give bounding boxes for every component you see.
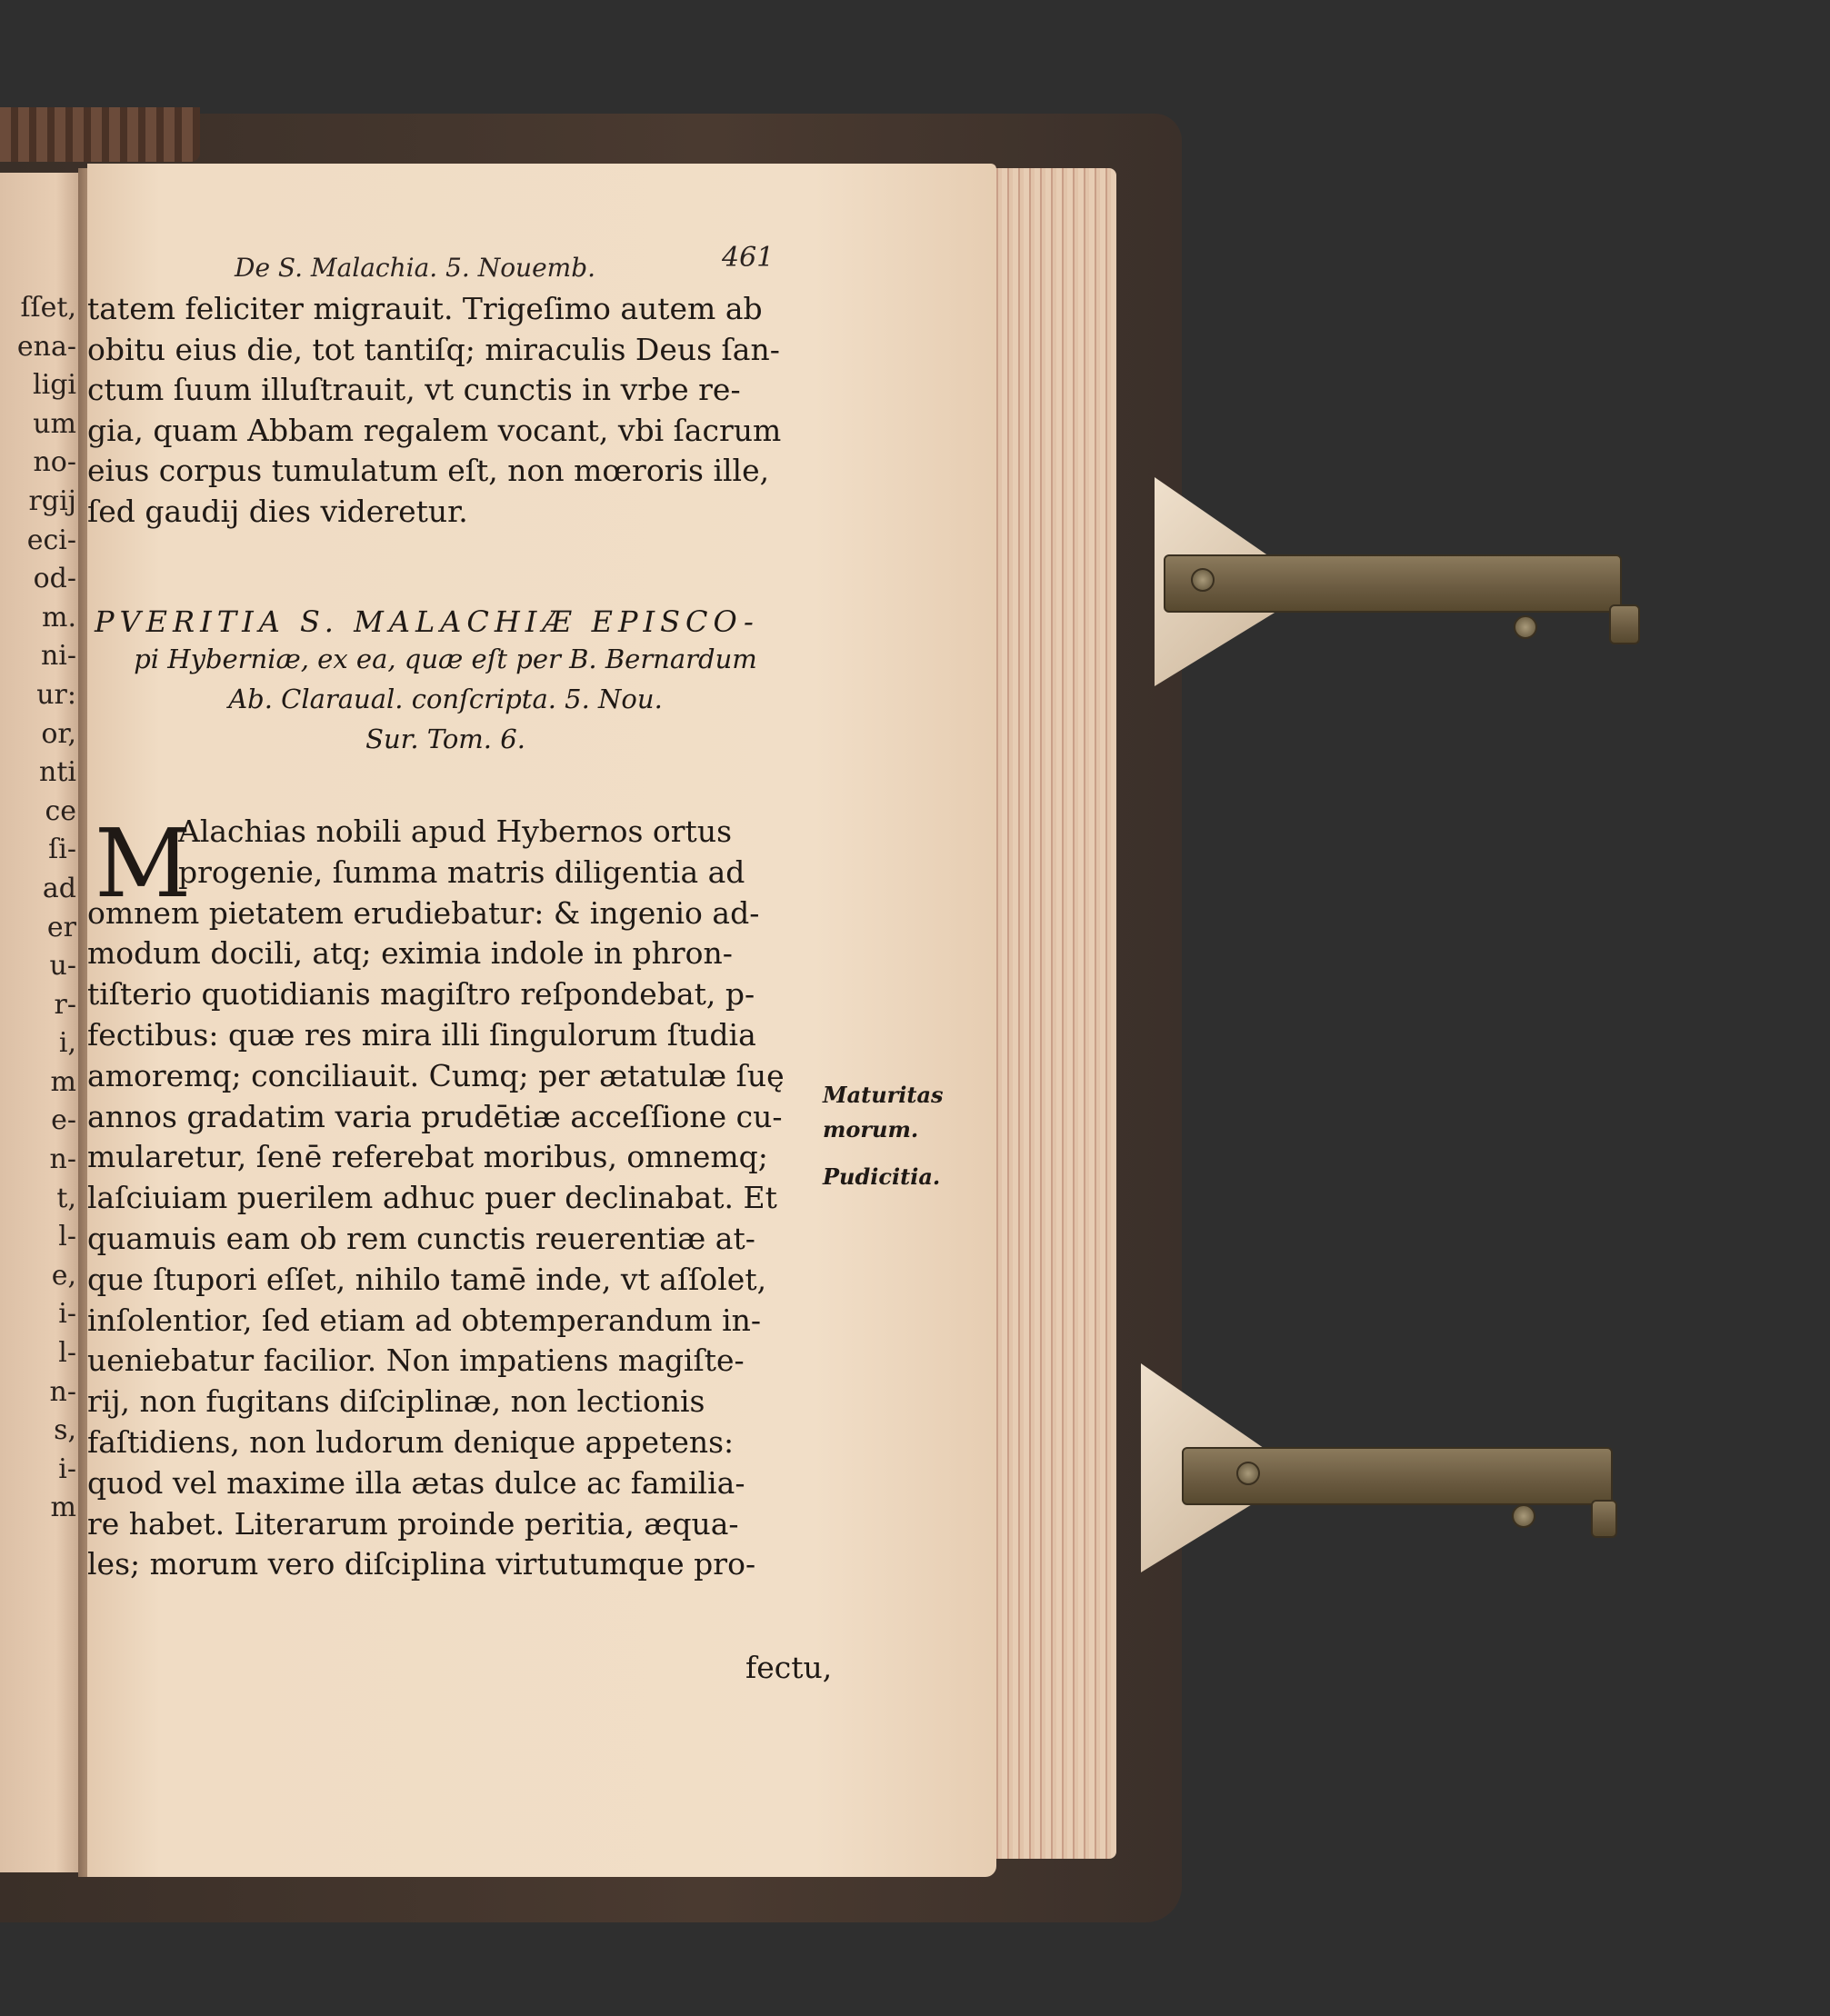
left-page-fragment: e- xyxy=(51,1104,76,1137)
left-page-fragment: or, xyxy=(41,717,76,750)
text-line: progenie, ſumma matris diligentia ad xyxy=(178,853,745,890)
text-line: gia, quam Abbam regalem vocant, vbi ſacrum xyxy=(87,412,782,448)
text-line: omnem pietatem erudiebatur: & ingenio ad- xyxy=(87,894,760,931)
left-page-fragment: i- xyxy=(58,1298,76,1331)
page-edges xyxy=(980,168,1116,1859)
left-page-fragment: ligi xyxy=(33,369,76,402)
left-page-fragment: l- xyxy=(58,1221,76,1253)
left-page-fragment: i, xyxy=(58,1027,76,1060)
text-line: modum docili, atq; eximia indole in phron- xyxy=(87,935,733,972)
left-page-fragment: ſi- xyxy=(48,833,76,866)
text-line: quod vel maxime illa ætas dulce ac familia- xyxy=(87,1464,745,1501)
left-page-fragment: m xyxy=(50,1492,76,1524)
text-line: obitu eius die, tot tantiſq; miraculis Deus ſan- xyxy=(87,331,780,367)
text-line: tiſterio quotidianis magiſtro reſpondebat, p- xyxy=(87,976,755,1013)
text-line: re habet. Literarum proinde peritia, æqua- xyxy=(87,1505,739,1542)
text-line: laſciuiam puerilem adhuc puer declinabat. Et xyxy=(87,1180,777,1216)
left-page-fragments xyxy=(4,289,76,1528)
body-paragraph xyxy=(87,808,833,1587)
text-line: tatem feliciter migrauit. Trigeſimo autem ab xyxy=(87,291,763,326)
left-page-fragment: r- xyxy=(54,988,76,1021)
running-head: De S. Malachia. 5. Nouemb. xyxy=(235,253,596,283)
top-paragraph xyxy=(87,289,815,532)
left-page-fragment: m xyxy=(50,1065,76,1098)
text-line: quamuis eam ob rem cunctis reuerentiæ at- xyxy=(87,1220,755,1256)
text-line: faſtidiens, non ludorum denique appetens: xyxy=(87,1423,735,1460)
left-page-fragment: n- xyxy=(49,1143,76,1176)
text-line: ueniebatur facilior. Non impatiens magiſte- xyxy=(87,1342,745,1379)
text-line: rij, non fugitans diſciplinæ, non lectionis xyxy=(87,1383,705,1420)
left-page-fragment: ad xyxy=(42,872,76,904)
spine-headband xyxy=(0,107,200,162)
text-line: Alachias nobili apud Hybernos ortus xyxy=(178,813,733,849)
left-page-fragment: s, xyxy=(54,1414,76,1447)
text-line: fectibus: quæ res mira illi ſingulorum ſtudia xyxy=(87,1016,756,1053)
text-line: mularetur, ſenē referebat moribus, omnemq; xyxy=(87,1139,768,1175)
page-number: 461 xyxy=(722,242,775,274)
left-page-fragment: e, xyxy=(51,1259,76,1292)
left-page-fragment: nti xyxy=(39,756,76,789)
text-line: que ſtupori eſſet, nihilo tamē inde, vt aſſolet, xyxy=(87,1261,767,1297)
text-line: annos gradatim varia prudētiæ acceſſione cu- xyxy=(87,1098,783,1134)
left-page-fragment: um xyxy=(33,407,76,440)
left-page-fragment: n- xyxy=(49,1375,76,1408)
text-line: les; morum vero diſciplina virtutumque pro- xyxy=(87,1546,756,1582)
left-page-fragment: ur: xyxy=(36,678,76,711)
catchword: fectu, xyxy=(745,1650,833,1685)
section-heading xyxy=(91,604,800,759)
text-line: inſolentior, ſed etiam ad obtemperandum in- xyxy=(87,1302,762,1338)
text-line: ſed gaudij dies videretur. xyxy=(87,493,468,529)
left-page-fragment: l- xyxy=(58,1337,76,1370)
left-page-fragment: rgij xyxy=(28,484,76,517)
left-page-fragment: ena- xyxy=(16,330,76,363)
margin-note: Maturitas xyxy=(823,1082,944,1108)
left-page-fragment: m. xyxy=(42,601,76,634)
left-page-fragment: er xyxy=(46,911,76,943)
left-page-fragment: i- xyxy=(58,1452,76,1485)
heading-line: Sur. Tom. 6. xyxy=(365,724,525,754)
left-page-fragment: ce xyxy=(45,794,76,827)
margin-note: Pudicitia. xyxy=(823,1163,941,1190)
left-page-fragment: no- xyxy=(33,446,76,479)
left-page-fragment: ſſet, xyxy=(20,292,76,324)
text-line: ctum ſuum illuſtrauit, vt cunctis in vrbe re- xyxy=(87,372,741,407)
heading-line: Ab. Claraual. conſcripta. 5. Nou. xyxy=(228,684,663,714)
margin-note: morum. xyxy=(823,1116,919,1143)
heading-line: PVERITIA S. MALACHIÆ EPISCO- xyxy=(95,604,759,639)
left-page-fragment: ni- xyxy=(40,640,76,673)
left-page-fragment: u- xyxy=(49,950,76,983)
heading-line: pi Hyberniæ, ex ea, quæ eſt per B. Bernardum xyxy=(134,644,757,674)
text-line: eius corpus tumulatum eſt, non mœroris ille, xyxy=(87,453,770,488)
left-page-fragment: t, xyxy=(56,1182,76,1214)
left-page-fragment: eci- xyxy=(26,524,76,556)
text-line: amoremq; conciliauit. Cumq; per ætatulæ ſuę xyxy=(87,1057,785,1093)
drop-cap: M xyxy=(95,808,192,919)
left-page-fragment: od- xyxy=(33,563,76,595)
